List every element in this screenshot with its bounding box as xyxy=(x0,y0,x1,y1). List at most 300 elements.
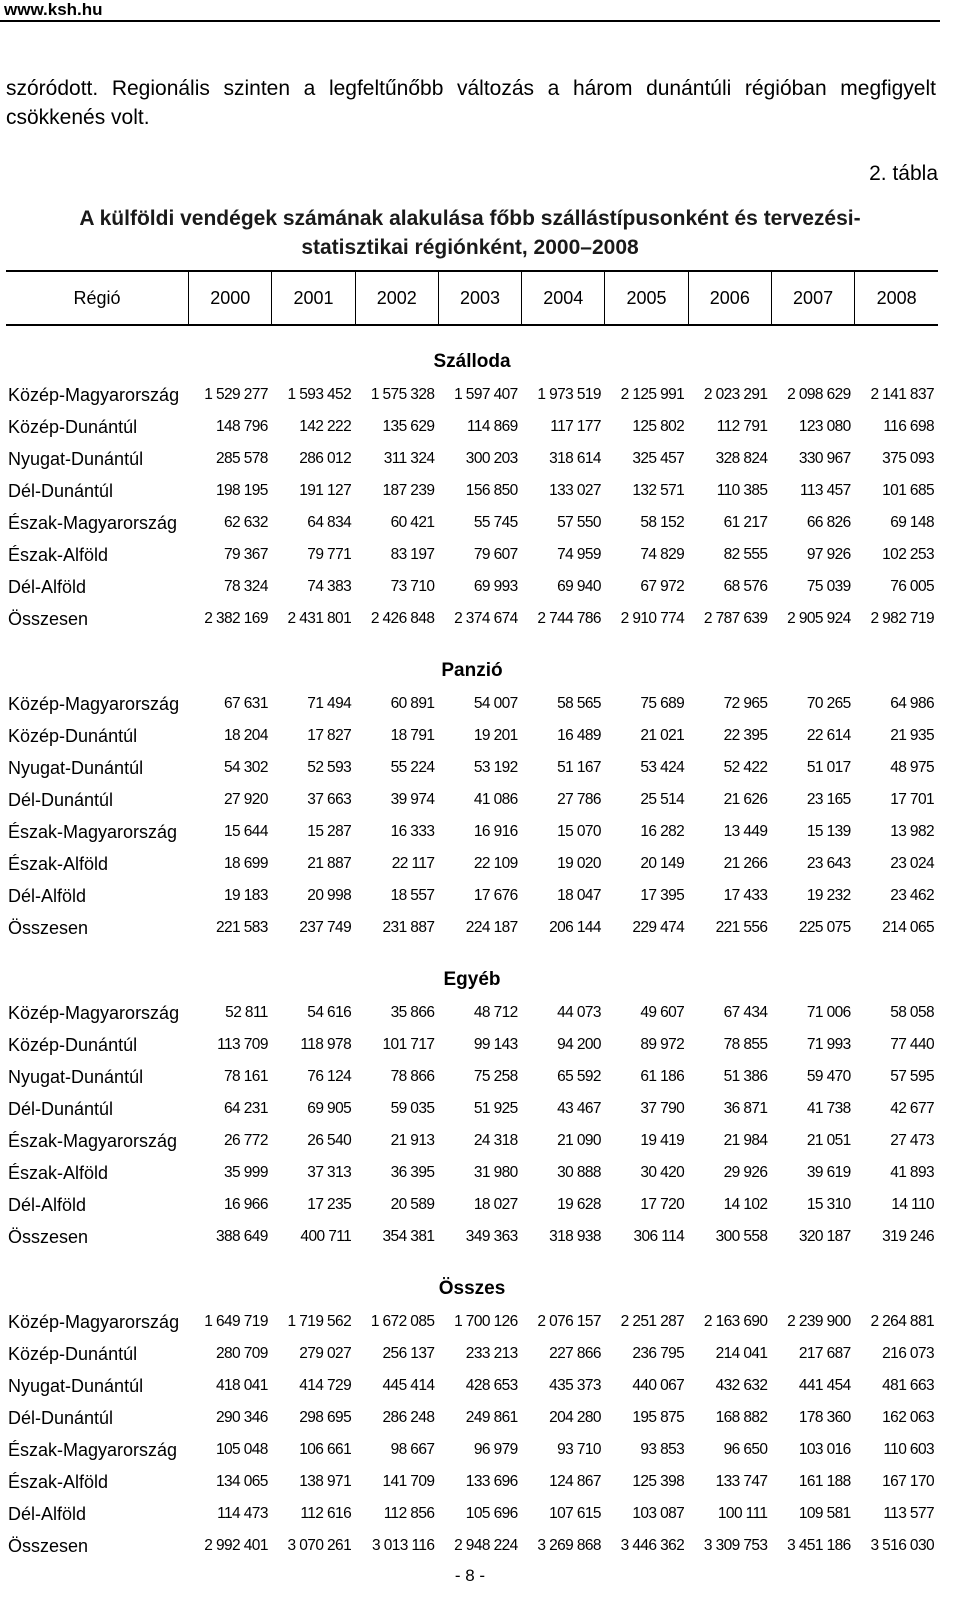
value-cell: 36 871 xyxy=(723,1100,768,1117)
value-cell: 21 626 xyxy=(723,791,768,808)
value-cell: 52 811 xyxy=(225,1004,268,1021)
value-cell: 74 829 xyxy=(640,546,685,563)
value-cell: 3 451 186 xyxy=(787,1537,851,1554)
value-cell: 65 592 xyxy=(557,1068,601,1085)
value-cell: 79 367 xyxy=(224,546,268,563)
table-row xyxy=(6,1466,938,1498)
value-cell: 110 385 xyxy=(716,482,768,499)
value-cell: 125 398 xyxy=(632,1473,685,1490)
column-header-region: Régió xyxy=(6,271,189,325)
value-cell: 61 217 xyxy=(723,514,768,531)
value-cell: 187 239 xyxy=(382,482,435,499)
table-row xyxy=(6,507,938,539)
value-cell: 114 473 xyxy=(217,1505,268,1522)
table-row xyxy=(6,443,938,475)
value-cell: 49 607 xyxy=(640,1004,685,1021)
value-cell: 17 676 xyxy=(473,887,518,904)
value-cell: 69 905 xyxy=(307,1100,352,1117)
value-cell: 67 434 xyxy=(723,1004,768,1021)
region-label: Összesen xyxy=(8,917,89,938)
value-cell: 2 374 674 xyxy=(454,610,518,627)
value-cell: 18 027 xyxy=(473,1196,518,1213)
column-header-year: 2000 xyxy=(189,271,272,325)
value-cell: 156 850 xyxy=(465,482,518,499)
table-row xyxy=(6,1061,938,1093)
value-cell: 102 253 xyxy=(882,546,934,563)
value-cell: 53 424 xyxy=(640,759,685,776)
value-cell: 19 232 xyxy=(806,887,851,904)
value-cell: 138 971 xyxy=(299,1473,352,1490)
value-cell: 2 239 900 xyxy=(787,1313,851,1330)
value-cell: 21 266 xyxy=(723,855,768,872)
value-cell: 76 124 xyxy=(307,1068,352,1085)
value-cell: 2 251 287 xyxy=(620,1313,685,1330)
value-cell: 141 709 xyxy=(382,1473,435,1490)
value-cell: 161 188 xyxy=(798,1473,851,1490)
value-cell: 286 248 xyxy=(382,1409,435,1426)
value-cell: 14 110 xyxy=(891,1196,934,1213)
value-cell: 1 597 407 xyxy=(454,386,518,403)
value-cell: 78 161 xyxy=(224,1068,268,1085)
value-cell: 224 187 xyxy=(465,919,518,936)
table-row xyxy=(6,603,938,635)
value-cell: 27 920 xyxy=(224,791,268,808)
value-cell: 15 287 xyxy=(307,823,352,840)
value-cell: 113 457 xyxy=(800,482,851,499)
value-cell: 29 926 xyxy=(723,1164,768,1181)
value-cell: 37 313 xyxy=(307,1164,352,1181)
value-cell: 79 607 xyxy=(473,546,518,563)
column-header-year: 2004 xyxy=(522,271,605,325)
value-cell: 2 098 629 xyxy=(787,386,851,403)
value-cell: 17 235 xyxy=(307,1196,352,1213)
value-cell: 2 992 401 xyxy=(204,1537,268,1554)
value-cell: 71 006 xyxy=(806,1004,851,1021)
value-cell: 118 978 xyxy=(300,1036,352,1053)
value-cell: 191 127 xyxy=(299,482,352,499)
value-cell: 319 246 xyxy=(882,1228,934,1245)
region-label: Közép-Magyarország xyxy=(8,384,180,405)
table-row xyxy=(6,997,938,1029)
column-header-year: 2001 xyxy=(272,271,355,325)
value-cell: 112 616 xyxy=(300,1505,352,1522)
value-cell: 354 381 xyxy=(382,1228,435,1245)
value-cell: 64 231 xyxy=(224,1100,268,1117)
value-cell: 21 021 xyxy=(640,727,685,744)
page-number: - 8 - xyxy=(454,1566,486,1585)
value-cell: 25 514 xyxy=(640,791,685,808)
value-cell: 51 167 xyxy=(557,759,601,776)
region-label: Közép-Magyarország xyxy=(8,1002,180,1023)
table-row xyxy=(6,1189,938,1221)
value-cell: 79 771 xyxy=(307,546,352,563)
value-cell: 318 614 xyxy=(549,450,601,467)
value-cell: 54 007 xyxy=(473,695,518,712)
value-cell: 82 555 xyxy=(723,546,768,563)
value-cell: 300 203 xyxy=(465,450,518,467)
value-cell: 31 980 xyxy=(473,1164,518,1181)
region-label: Dél-Dunántúl xyxy=(8,1098,114,1119)
value-cell: 2 910 774 xyxy=(620,610,685,627)
table-row xyxy=(6,784,938,816)
value-cell: 60 891 xyxy=(390,695,435,712)
value-cell: 204 280 xyxy=(549,1409,601,1426)
value-cell: 318 938 xyxy=(549,1228,601,1245)
value-cell: 73 710 xyxy=(390,578,435,595)
value-cell: 195 875 xyxy=(632,1409,685,1426)
column-header-year: 2005 xyxy=(605,271,688,325)
value-cell: 236 795 xyxy=(632,1345,685,1362)
value-cell: 441 454 xyxy=(798,1377,851,1394)
value-cell: 23 462 xyxy=(890,887,934,904)
value-cell: 16 489 xyxy=(557,727,601,744)
section-header-row xyxy=(6,1253,938,1306)
value-cell: 233 213 xyxy=(465,1345,518,1362)
value-cell: 2 141 837 xyxy=(870,386,934,403)
table-row xyxy=(6,848,938,880)
value-cell: 2 905 924 xyxy=(787,610,851,627)
section-title: Szálloda xyxy=(433,351,511,372)
value-cell: 162 063 xyxy=(882,1409,934,1426)
value-cell: 107 615 xyxy=(549,1505,601,1522)
value-cell: 64 986 xyxy=(890,695,934,712)
value-cell: 2 787 639 xyxy=(703,610,768,627)
data-table xyxy=(6,270,938,1562)
table-row xyxy=(6,539,938,571)
value-cell: 3 309 753 xyxy=(703,1537,768,1554)
region-label: Összesen xyxy=(8,1226,89,1247)
value-cell: 21 984 xyxy=(723,1132,768,1149)
value-cell: 167 170 xyxy=(882,1473,934,1490)
value-cell: 64 834 xyxy=(307,514,352,531)
value-cell: 96 979 xyxy=(473,1441,518,1458)
region-label: Észak-Magyarország xyxy=(8,1439,178,1460)
value-cell: 225 075 xyxy=(798,919,851,936)
value-cell: 2 382 169 xyxy=(204,610,268,627)
table-row xyxy=(6,1157,938,1189)
value-cell: 2 163 690 xyxy=(703,1313,768,1330)
value-cell: 2 264 881 xyxy=(870,1313,934,1330)
region-label: Dél-Dunántúl xyxy=(8,789,114,810)
value-cell: 77 440 xyxy=(890,1036,934,1053)
value-cell: 39 619 xyxy=(806,1164,851,1181)
value-cell: 15 070 xyxy=(557,823,601,840)
value-cell: 19 628 xyxy=(557,1196,601,1213)
value-cell: 100 111 xyxy=(717,1505,768,1522)
value-cell: 2 426 848 xyxy=(370,610,435,627)
region-label: Nyugat-Dunántúl xyxy=(8,757,144,778)
section-title: Egyéb xyxy=(443,969,501,990)
value-cell: 97 926 xyxy=(806,546,851,563)
region-label: Észak-Magyarország xyxy=(8,1130,178,1151)
value-cell: 22 395 xyxy=(723,727,768,744)
value-cell: 53 192 xyxy=(473,759,518,776)
value-cell: 41 893 xyxy=(890,1164,934,1181)
value-cell: 109 581 xyxy=(798,1505,851,1522)
value-cell: 168 882 xyxy=(715,1409,768,1426)
value-cell: 123 080 xyxy=(798,418,851,435)
value-cell: 41 086 xyxy=(473,791,518,808)
value-cell: 101 685 xyxy=(882,482,934,499)
region-label: Dél-Alföld xyxy=(8,1194,87,1215)
value-cell: 75 258 xyxy=(473,1068,518,1085)
value-cell: 3 269 868 xyxy=(537,1537,601,1554)
value-cell: 306 114 xyxy=(633,1228,685,1245)
table-row xyxy=(6,411,938,443)
value-cell: 217 687 xyxy=(798,1345,851,1362)
value-cell: 69 993 xyxy=(473,578,518,595)
value-cell: 16 333 xyxy=(390,823,435,840)
value-cell: 178 360 xyxy=(798,1409,851,1426)
value-cell: 71 993 xyxy=(806,1036,851,1053)
value-cell: 20 149 xyxy=(640,855,685,872)
value-cell: 93 710 xyxy=(557,1441,601,1458)
value-cell: 285 578 xyxy=(216,450,268,467)
value-cell: 71 494 xyxy=(307,695,352,712)
value-cell: 37 790 xyxy=(640,1100,685,1117)
table-row xyxy=(6,1370,938,1402)
value-cell: 135 629 xyxy=(382,418,435,435)
value-cell: 30 420 xyxy=(640,1164,685,1181)
table-row xyxy=(6,1498,938,1530)
value-cell: 58 565 xyxy=(557,695,601,712)
value-cell: 3 516 030 xyxy=(870,1537,934,1554)
value-cell: 198 195 xyxy=(216,482,268,499)
table-row xyxy=(6,1093,938,1125)
value-cell: 23 643 xyxy=(806,855,851,872)
value-cell: 98 667 xyxy=(390,1441,435,1458)
value-cell: 280 709 xyxy=(216,1345,268,1362)
value-cell: 229 474 xyxy=(632,919,685,936)
value-cell: 481 663 xyxy=(882,1377,934,1394)
value-cell: 440 067 xyxy=(632,1377,685,1394)
value-cell: 36 395 xyxy=(390,1164,435,1181)
value-cell: 17 433 xyxy=(723,887,768,904)
table-row xyxy=(6,475,938,507)
value-cell: 13 449 xyxy=(723,823,768,840)
value-cell: 51 925 xyxy=(473,1100,518,1117)
value-cell: 124 867 xyxy=(549,1473,601,1490)
value-cell: 23 024 xyxy=(890,855,934,872)
value-cell: 414 729 xyxy=(299,1377,352,1394)
value-cell: 69 148 xyxy=(890,514,934,531)
table-row xyxy=(6,571,938,603)
value-cell: 325 457 xyxy=(632,450,685,467)
value-cell: 67 631 xyxy=(224,695,268,712)
value-cell: 96 650 xyxy=(723,1441,768,1458)
value-cell: 19 201 xyxy=(473,727,518,744)
value-cell: 1 649 719 xyxy=(204,1313,268,1330)
value-cell: 435 373 xyxy=(549,1377,601,1394)
value-cell: 93 853 xyxy=(640,1441,685,1458)
value-cell: 221 583 xyxy=(216,919,268,936)
value-cell: 16 916 xyxy=(473,823,518,840)
value-cell: 116 698 xyxy=(883,418,934,435)
region-label: Közép-Magyarország xyxy=(8,1311,180,1332)
value-cell: 142 222 xyxy=(299,418,352,435)
value-cell: 1 529 277 xyxy=(204,386,268,403)
value-cell: 18 047 xyxy=(557,887,601,904)
value-cell: 125 802 xyxy=(632,418,685,435)
value-cell: 41 738 xyxy=(806,1100,851,1117)
section-header-row xyxy=(6,325,938,379)
region-label: Dél-Alföld xyxy=(8,576,87,597)
value-cell: 1 575 328 xyxy=(370,386,435,403)
value-cell: 18 791 xyxy=(390,727,435,744)
site-url[interactable]: www.ksh.hu xyxy=(4,0,103,19)
table-row xyxy=(6,880,938,912)
value-cell: 78 855 xyxy=(723,1036,768,1053)
value-cell: 227 866 xyxy=(549,1345,601,1362)
table-row xyxy=(6,1338,938,1370)
value-cell: 349 363 xyxy=(465,1228,518,1245)
value-cell: 221 556 xyxy=(715,919,768,936)
value-cell: 52 422 xyxy=(723,759,768,776)
table-row xyxy=(6,1306,938,1338)
value-cell: 24 318 xyxy=(473,1132,518,1149)
value-cell: 99 143 xyxy=(473,1036,518,1053)
value-cell: 17 720 xyxy=(640,1196,685,1213)
value-cell: 66 826 xyxy=(806,514,851,531)
value-cell: 70 265 xyxy=(806,695,851,712)
value-cell: 112 791 xyxy=(716,418,768,435)
value-cell: 21 051 xyxy=(806,1132,851,1149)
value-cell: 83 197 xyxy=(390,546,435,563)
value-cell: 1 593 452 xyxy=(287,386,352,403)
value-cell: 52 593 xyxy=(307,759,352,776)
table-row xyxy=(6,379,938,411)
column-header-year: 2007 xyxy=(771,271,854,325)
value-cell: 101 717 xyxy=(382,1036,435,1053)
table-row xyxy=(6,1530,938,1562)
value-cell: 132 571 xyxy=(632,482,685,499)
header-rule xyxy=(0,20,940,22)
value-cell: 105 696 xyxy=(465,1505,518,1522)
value-cell: 1 973 519 xyxy=(537,386,601,403)
value-cell: 117 177 xyxy=(550,418,601,435)
value-cell: 37 663 xyxy=(307,791,352,808)
value-cell: 113 577 xyxy=(883,1505,934,1522)
value-cell: 133 747 xyxy=(715,1473,768,1490)
value-cell: 16 282 xyxy=(640,823,685,840)
value-cell: 15 644 xyxy=(224,823,268,840)
value-cell: 3 446 362 xyxy=(620,1537,685,1554)
value-cell: 55 224 xyxy=(390,759,435,776)
value-cell: 328 824 xyxy=(715,450,768,467)
value-cell: 330 967 xyxy=(798,450,851,467)
table-row xyxy=(6,752,938,784)
value-cell: 60 421 xyxy=(390,514,435,531)
value-cell: 59 035 xyxy=(390,1100,435,1117)
value-cell: 19 419 xyxy=(640,1132,685,1149)
column-header-year: 2006 xyxy=(688,271,771,325)
region-label: Összesen xyxy=(8,608,89,629)
value-cell: 1 700 126 xyxy=(454,1313,518,1330)
value-cell: 2 948 224 xyxy=(454,1537,518,1554)
value-cell: 17 701 xyxy=(890,791,934,808)
value-cell: 1 719 562 xyxy=(287,1313,352,1330)
value-cell: 375 093 xyxy=(882,450,934,467)
value-cell: 22 109 xyxy=(473,855,518,872)
value-cell: 19 020 xyxy=(557,855,601,872)
value-cell: 13 982 xyxy=(890,823,934,840)
region-label: Észak-Magyarország xyxy=(8,512,178,533)
region-label: Nyugat-Dunántúl xyxy=(8,1066,144,1087)
value-cell: 290 346 xyxy=(216,1409,268,1426)
value-cell: 57 595 xyxy=(890,1068,934,1085)
value-cell: 400 711 xyxy=(300,1228,352,1245)
region-label: Közép-Dunántúl xyxy=(8,1343,138,1364)
region-label: Észak-Alföld xyxy=(8,853,109,874)
value-cell: 2 023 291 xyxy=(703,386,768,403)
value-cell: 35 866 xyxy=(390,1004,435,1021)
table-row xyxy=(6,688,938,720)
value-cell: 113 709 xyxy=(217,1036,268,1053)
value-cell: 311 324 xyxy=(383,450,435,467)
value-cell: 21 935 xyxy=(890,727,934,744)
table-row xyxy=(6,1221,938,1253)
value-cell: 2 744 786 xyxy=(537,610,601,627)
value-cell: 320 187 xyxy=(798,1228,851,1245)
table-row xyxy=(6,1434,938,1466)
value-cell: 15 310 xyxy=(806,1196,851,1213)
value-cell: 256 137 xyxy=(382,1345,435,1362)
value-cell: 148 796 xyxy=(216,418,268,435)
region-label: Dél-Dunántúl xyxy=(8,480,114,501)
value-cell: 18 204 xyxy=(224,727,268,744)
value-cell: 59 470 xyxy=(806,1068,851,1085)
value-cell: 3 070 261 xyxy=(287,1537,352,1554)
value-cell: 75 689 xyxy=(640,695,685,712)
value-cell: 19 183 xyxy=(224,887,268,904)
table-body xyxy=(6,325,938,1562)
table-row xyxy=(6,720,938,752)
value-cell: 57 550 xyxy=(557,514,601,531)
value-cell: 103 087 xyxy=(632,1505,685,1522)
value-cell: 1 672 085 xyxy=(370,1313,435,1330)
value-cell: 279 027 xyxy=(299,1345,352,1362)
value-cell: 27 786 xyxy=(557,791,601,808)
region-label: Dél-Alföld xyxy=(8,1503,87,1524)
value-cell: 75 039 xyxy=(806,578,851,595)
table-row xyxy=(6,912,938,944)
value-cell: 206 144 xyxy=(549,919,601,936)
value-cell: 48 712 xyxy=(473,1004,518,1021)
value-cell: 54 616 xyxy=(307,1004,352,1021)
value-cell: 103 016 xyxy=(798,1441,851,1458)
value-cell: 67 972 xyxy=(640,578,685,595)
value-cell: 18 557 xyxy=(390,887,435,904)
value-cell: 72 965 xyxy=(723,695,768,712)
value-cell: 54 302 xyxy=(224,759,268,776)
table-row xyxy=(6,816,938,848)
value-cell: 21 913 xyxy=(390,1132,435,1149)
value-cell: 61 186 xyxy=(640,1068,685,1085)
table-row xyxy=(6,1125,938,1157)
value-cell: 39 974 xyxy=(390,791,435,808)
value-cell: 134 065 xyxy=(216,1473,268,1490)
value-cell: 106 661 xyxy=(299,1441,352,1458)
value-cell: 58 058 xyxy=(890,1004,934,1021)
value-cell: 22 614 xyxy=(806,727,851,744)
value-cell: 51 386 xyxy=(723,1068,768,1085)
value-cell: 110 603 xyxy=(883,1441,934,1458)
value-cell: 26 772 xyxy=(224,1132,268,1149)
value-cell: 231 887 xyxy=(382,919,435,936)
region-label: Észak-Alföld xyxy=(8,1162,109,1183)
table-header xyxy=(6,271,938,325)
value-cell: 74 959 xyxy=(557,546,601,563)
